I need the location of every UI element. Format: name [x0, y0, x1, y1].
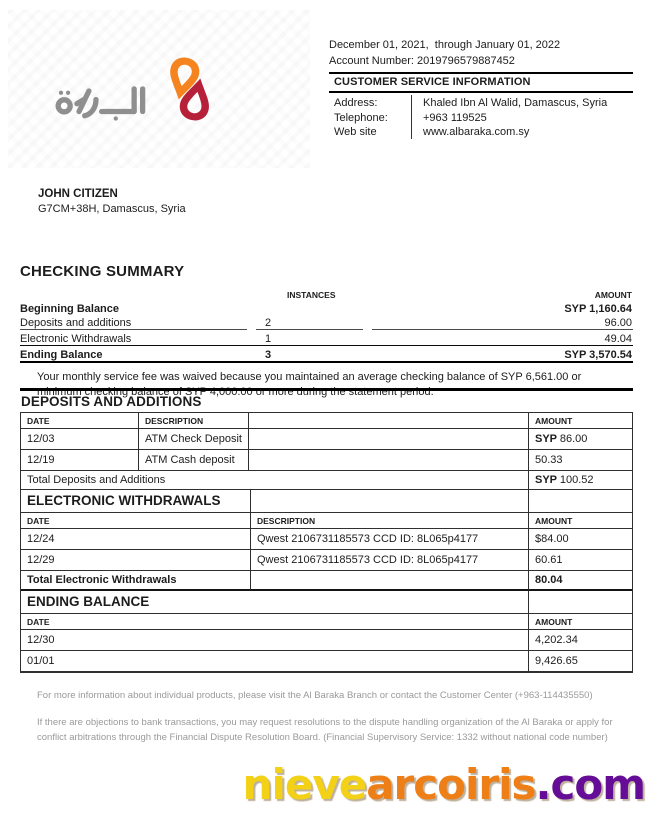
- telephone-row: [329, 111, 633, 126]
- summary-header-row: [20, 287, 633, 300]
- address-label: Address:: [334, 97, 378, 109]
- footer-notes: [37, 688, 622, 746]
- statement-header: [329, 38, 633, 140]
- summary-amount: 96.00: [372, 317, 633, 330]
- date-column-header: DATE: [21, 413, 139, 429]
- withdrawals-section-title: ELECTRONIC WITHDRAWALS: [21, 490, 251, 513]
- deposit-amount: [529, 450, 632, 471]
- amount-column-header: AMOUNT: [594, 290, 632, 300]
- checking-summary-section: [20, 263, 633, 399]
- summary-amount: SYP 1,160.64: [564, 303, 632, 315]
- empty-cell: [249, 429, 529, 450]
- summary-label: Deposits and additions: [20, 317, 247, 330]
- withdrawal-date: 12/24: [21, 529, 251, 550]
- deposit-description: ATM Cash deposit: [139, 450, 249, 471]
- ending-balance-amount: 4,202.34: [529, 630, 632, 651]
- date-column-header: DATE: [21, 614, 529, 630]
- amount-column-header: AMOUNT: [529, 513, 632, 529]
- address-value: Khaled Ibn Al Walid, Damascus, Syria: [423, 97, 608, 109]
- deposit-description: ATM Check Deposit: [139, 429, 249, 450]
- description-column-header: DESCRIPTION: [251, 513, 529, 529]
- site-watermark: [243, 760, 645, 809]
- empty-title-cell: [251, 490, 529, 513]
- currency-prefix: SYP: [535, 474, 560, 486]
- amount-value: 100.52: [559, 474, 594, 486]
- summary-instances: 3: [265, 349, 272, 361]
- transactions-area: [20, 388, 633, 673]
- amount-column-header: AMOUNT: [529, 413, 632, 429]
- date-column-header: DATE: [21, 513, 251, 529]
- albaraka-logo: [55, 55, 220, 125]
- account-number: Account Number: 2019796579887452: [329, 55, 515, 67]
- watermark-part-1: nieve: [242, 760, 367, 809]
- deposits-total-amount: [529, 471, 632, 490]
- ending-balance-section-title: ENDING BALANCE: [21, 591, 529, 614]
- summary-label: Ending Balance: [20, 349, 103, 361]
- ending-balance-table: [20, 591, 633, 673]
- withdrawals-total-amount: 80.04: [529, 571, 632, 591]
- deposits-total-label: Total Deposits and Additions: [21, 471, 529, 490]
- watermark-part-3: .com: [535, 760, 645, 809]
- summary-row-deposits: [20, 315, 633, 330]
- empty-cell: [251, 571, 529, 591]
- arabic-wordmark-icon: [55, 83, 161, 123]
- deposits-table: [20, 412, 633, 490]
- description-column-header: DESCRIPTION: [139, 413, 249, 429]
- customer-address: G7CM+38H, Damascus, Syria: [38, 203, 186, 215]
- notice-line-1: Your monthly service fee was waived because you maintained an average checking balance of SYP 6,561.00 or: [37, 371, 582, 383]
- summary-instances: 2: [256, 317, 363, 330]
- checking-summary-title: CHECKING SUMMARY: [20, 263, 185, 280]
- customer-name: JOHN CITIZEN: [38, 188, 118, 200]
- deposit-amount: [529, 429, 632, 450]
- empty-header-cell: [249, 413, 529, 429]
- deposit-date: 12/19: [21, 450, 139, 471]
- customer-block: [38, 188, 186, 215]
- telephone-label: Telephone:: [334, 111, 388, 124]
- ending-balance-amount: 9,426.65: [529, 651, 632, 672]
- footer-note-2: If there are objections to bank transactions, you may request resolutions to the dispute handling organization of the Al Baraka or apply for conflict arbitrations through the Financial Dispute Resolution Board. (Financial Supervisory Service: 1332 without national code number): [37, 717, 613, 744]
- deposits-section-title: DEPOSITS AND ADDITIONS: [21, 394, 202, 409]
- withdrawal-description: Qwest 2106731185573 CCD ID: 8L065p4177: [251, 529, 529, 550]
- empty-cell: [249, 450, 529, 471]
- summary-row-beginning-balance: [20, 300, 633, 315]
- summary-instances: 1: [265, 333, 272, 345]
- ending-balance-date: 12/30: [21, 630, 529, 651]
- notice-line-2: minimum checking balance of SYP 4,000.00 or more during the statement period.: [37, 385, 434, 398]
- withdrawal-date: 12/29: [21, 550, 251, 571]
- deposit-date: 12/03: [21, 429, 139, 450]
- withdrawal-description: Qwest 2106731185573 CCD ID: 8L065p4177: [251, 550, 529, 571]
- withdrawal-amount: $84.00: [529, 529, 632, 550]
- withdrawals-table: [20, 490, 633, 591]
- website-label: Web site: [334, 126, 377, 138]
- ending-balance-date: 01/01: [21, 651, 529, 672]
- logo-flame-drops-icon: [165, 56, 215, 122]
- summary-amount: 49.04: [604, 333, 632, 345]
- logo-arabic-text: [55, 55, 56, 56]
- withdrawals-total-label: Total Electronic Withdrawals: [21, 571, 251, 591]
- summary-label: Electronic Withdrawals: [20, 333, 132, 345]
- watermark-part-2: arcoiris: [366, 760, 536, 809]
- website-row: [329, 125, 633, 140]
- summary-amount: SYP 3,570.54: [564, 349, 632, 361]
- summary-row-ending-balance: [20, 346, 633, 363]
- currency-prefix: SYP: [535, 433, 560, 445]
- amount-column-header: AMOUNT: [529, 614, 632, 630]
- empty-title-cell: [529, 591, 632, 614]
- red-drop-icon: [177, 75, 214, 122]
- customer-service-info: [329, 93, 633, 140]
- amount-value: 86.00: [559, 433, 588, 445]
- withdrawal-amount: 60.61: [529, 550, 632, 571]
- website-value: www.albaraka.com.sy: [423, 126, 530, 138]
- customer-service-title: CUSTOMER SERVICE INFORMATION: [334, 76, 531, 88]
- summary-label: Beginning Balance: [20, 303, 120, 315]
- telephone-value: +963 119525: [423, 111, 487, 124]
- orange-drop-icon: [165, 56, 202, 103]
- instances-column-header: INSTANCES: [287, 290, 336, 300]
- summary-row-withdrawals: [20, 330, 633, 346]
- address-row: [329, 96, 633, 111]
- footer-note-1: For more information about individual products, please visit the Al Baraka Branch or contact the Customer Center (+963-114435550): [37, 690, 593, 701]
- empty-title-cell: [529, 490, 632, 513]
- statement-period: December 01, 2021, through January 01, 2022: [329, 39, 561, 51]
- amount-value: 50.33: [535, 454, 563, 466]
